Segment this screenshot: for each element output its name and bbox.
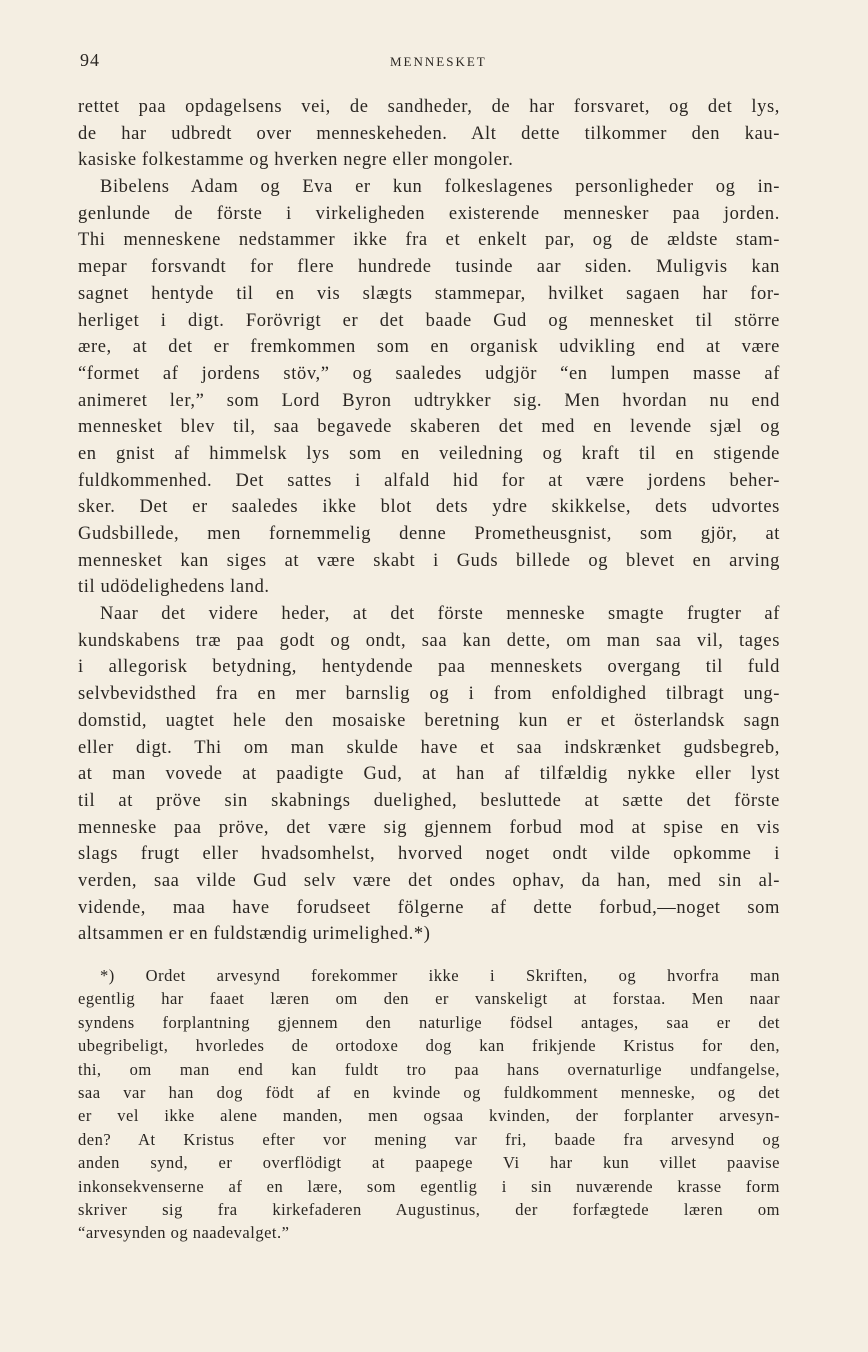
text-line: at man vovede at paadigte Gud, at han af tilfældig nykke eller lyst: [78, 764, 780, 785]
text-line: en gnist af himmelsk lys som en veiledning og kraft til en stigende: [78, 443, 780, 464]
body-text: [78, 94, 780, 948]
text-line: herliget i digt. Forövrigt er det baade Gud og mennesket til större: [78, 310, 780, 331]
text-line: mepar forsvandt for flere hundrede tusinde aar siden. Muligvis kan: [78, 257, 780, 278]
footnote-line: “arvesynden og naadevalget.”: [78, 1223, 290, 1243]
text-line: menneske paa pröve, det være sig gjennem forbud mod at spise en vis: [78, 817, 780, 838]
footnote-line: saa var han dog födt af en kvinde og fuldkomment menneske, og det: [78, 1082, 780, 1102]
text-line: domstid, uagtet hele den mosaiske beretning kun er et österlandsk sagn: [78, 710, 780, 731]
text-line: slags frugt eller hvadsomhelst, hvorved noget ondt vilde opkomme i: [78, 844, 780, 865]
text-line: de har udbredt over menneskeheden. Alt dette tilkommer den kau-: [78, 123, 780, 144]
footnote-line: thi, om man end kan fuldt tro paa hans overnaturlige undfangelse,: [78, 1059, 780, 1079]
footnote-line: skriver sig fra kirkefaderen Augustinus, der forfægtede læren om: [78, 1199, 780, 1219]
footnote-line: er vel ikke alene manden, men ogsaa kvinden, der forplanter arvesyn-: [78, 1106, 780, 1126]
text-line: mennesket blev til, saa begavede skaberen det med en levende sjæl og: [78, 417, 780, 438]
page-number: 94: [80, 50, 100, 70]
page-header: [80, 50, 780, 74]
footnote-line: den? At Kristus efter vor mening var fri, baade fra arvesynd og: [78, 1129, 780, 1149]
text-line: rettet paa opdagelsens vei, de sandheder, de har forsvaret, og det lys,: [78, 97, 780, 117]
text-line: verden, saa vilde Gud selv være det ondes ophav, da han, med sin al-: [78, 870, 780, 891]
footnote-line: egentlig har faaet læren om den er vanskeligt at forstaa. Men naar: [78, 989, 780, 1009]
text-line: til udödelighedens land.: [78, 577, 270, 598]
text-line: eller digt. Thi om man skulde have et saa indskrænket gudsbegreb,: [78, 737, 780, 758]
text-line: Thi menneskene nedstammer ikke fra et enkelt par, og de ældste stam-: [78, 230, 780, 251]
footnote-line: anden synd, er overflödigt at paapege Vi har kun villet paavise: [78, 1153, 780, 1173]
footnote-line: syndens forplantning gjennem den naturlige födsel antages, saa er det: [78, 1012, 780, 1032]
footnote-line: ubegribeligt, hvorledes de ortodoxe dog kan frikjende Kristus for den,: [78, 1036, 780, 1056]
text-line: sker. Det er saaledes ikke blot dets ydre skikkelse, dets udvortes: [78, 497, 780, 518]
footnote-line: inkonsekvenserne af en lære, som egentlig i sin nuværende krasse form: [78, 1176, 780, 1196]
text-line: selvbevidsthed fra en mer barnslig og i from enfoldighed tilbragt ung-: [78, 684, 780, 705]
footnote-line: *) Ordet arvesynd forekommer ikke i Skriften, og hvorfra man: [100, 966, 780, 985]
text-line: altsammen er en fuldstændig urimelighed.*): [78, 924, 431, 945]
text-line: ære, at det er fremkommen som en organisk udvikling end at være: [78, 337, 780, 358]
text-line: animeret ler,” som Lord Byron udtrykker sig. Men hvordan nu end: [78, 390, 780, 411]
text-line: fuldkommenhed. Det sattes i alfald hid for at være jordens beher-: [78, 470, 780, 491]
text-line: til at pröve sin skabnings duelighed, besluttede at sætte det förste: [78, 790, 780, 811]
text-line: “formet af jordens stöv,” og saaledes udgjör “en lumpen masse af: [78, 363, 780, 384]
text-line: Gudsbillede, men fornemmelig denne Prometheusgnist, som gjör, at: [78, 524, 780, 544]
running-head: MENNESKET: [390, 54, 487, 69]
footnote: [78, 964, 780, 1245]
text-line: i allegorisk betydning, hentydende paa menneskets overgang til fuld: [78, 657, 780, 678]
text-line: vidende, maa have forudseet fölgerne af dette forbud,—noget som: [78, 897, 780, 918]
text-line: genlunde de förste i virkeligheden existerende mennesker paa jorden.: [78, 203, 780, 224]
text-line: Bibelens Adam og Eva er kun folkeslagenes personligheder og in-: [100, 177, 780, 198]
text-line: mennesket kan siges at være skabt i Guds billede og blevet en arving: [78, 550, 780, 571]
text-line: Naar det videre heder, at det förste menneske smagte frugter af: [100, 604, 780, 625]
text-line: kasiske folkestamme og hverken negre eller mongoler.: [78, 150, 514, 171]
text-line: kundskabens træ paa godt og ondt, saa kan dette, om man saa vil, tages: [78, 630, 780, 651]
text-line: sagnet hentyde til en vis slægts stammepar, hvilket sagaen har for-: [78, 283, 780, 304]
